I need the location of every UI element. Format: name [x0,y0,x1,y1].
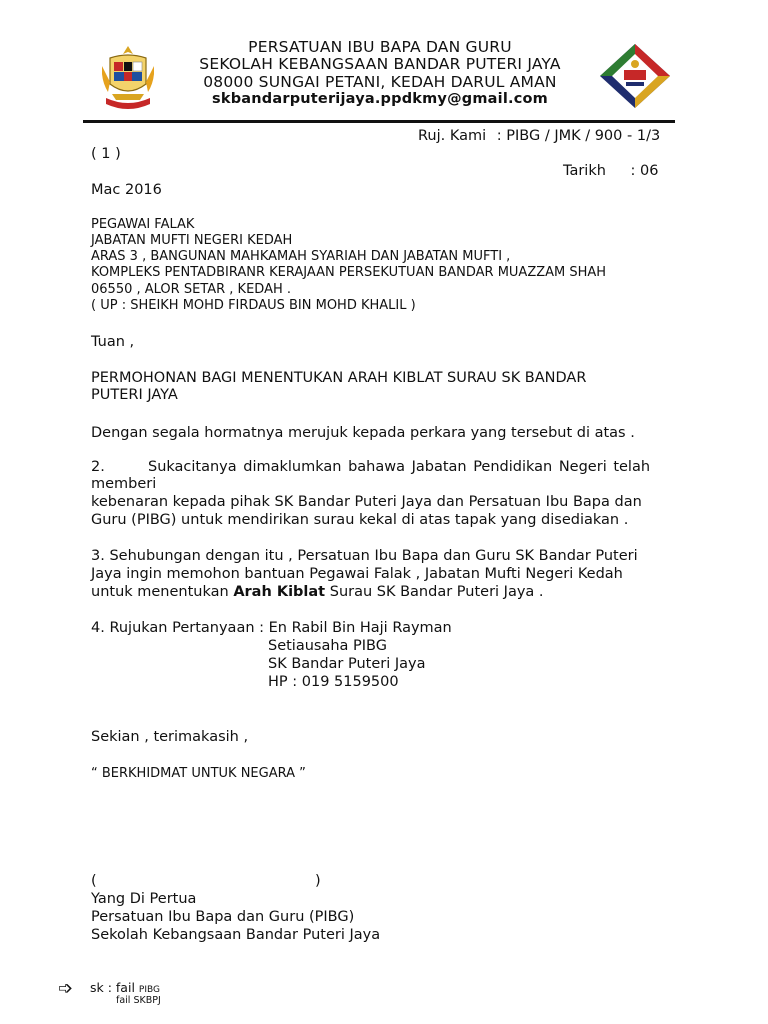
motto: “ BERKHIDMAT UNTUK NEGARA ” [91,766,306,781]
tarikh-value: : 06 [630,163,659,179]
header-divider [83,120,675,123]
school-badge-icon [598,42,672,110]
paragraph-2-line-1: Sukacitanya dimaklumkan bahawa Jabatan Pendidikan Negeri telah [148,459,651,475]
tarikh-label: Tarikh [563,163,606,179]
paragraph-3-line-2: Jaya ingin memohon bantuan Pegawai Falak , Jabatan Mufti Negeri Kedah [91,566,623,582]
closing: Sekian , terimakasih , [91,729,249,745]
paragraph-3-line-3 [91,584,544,602]
contact-role: Setiausaha PIBG [268,638,387,654]
date-line [563,163,658,181]
paragraph-3-post: Surau SK Bandar Puteri Jaya . [325,584,544,600]
paragraph-3-pre: untuk menentukan [91,584,234,600]
signature-org-2: Sekolah Kebangsaan Bandar Puteri Jaya [91,927,381,943]
contact-phone: HP : 019 5159500 [268,674,399,690]
subject-line-2: PUTERI JAYA [91,387,178,403]
salutation: Tuan , [91,334,135,350]
paragraph-4-line-1: 4. Rujukan Pertanyaan : En Rabil Bin Haji Rayman [91,620,452,636]
recipient-line: ( UP : SHEIKH MOHD FIRDAUS BIN MOHD KHALIL ) [91,298,416,313]
paragraph-2-line-2: memberi [91,476,157,492]
arah-kiblat-emphasis: Arah Kiblat [233,584,326,600]
contact-school: SK Bandar Puteri Jaya [268,656,426,672]
paragraph-1: Dengan segala hormatnya merujuk kepada perkara yang tersebut di atas . [91,425,635,441]
cc-item-2: fail SKBPJ [116,995,161,1006]
letterhead-email: skbandarputerijaya.ppdkmy@gmail.com [212,91,548,107]
recipient-line: KOMPLEKS PENTADBIRANR KERAJAAN PERSEKUTUAN BANDAR MUAZZAM SHAH [91,265,607,280]
date-continuation: Mac 2016 [91,182,162,198]
cc-label: sk : fail [90,980,135,995]
malaysia-coat-of-arms-icon [100,44,156,114]
letterhead-line-1: PERSATUAN IBU BAPA DAN GURU [248,38,512,56]
recipient-line: 06550 , ALOR SETAR , KEDAH . [91,282,291,297]
signature-open-paren: ( [91,873,97,889]
paragraph-3-line-1: 3. Sehubungan dengan itu , Persatuan Ibu Bapa dan Guru SK Bandar Puteri [91,548,638,564]
signature-org-1: Persatuan Ibu Bapa dan Guru (PIBG) [91,909,355,925]
paragraph-2-line-3: kebenaran kepada pihak SK Bandar Puteri Jaya dan Persatuan Ibu Bapa dan [91,494,642,510]
reference-line [418,128,660,146]
letterhead-line-2: SEKOLAH KEBANGSAAN BANDAR PUTERI JAYA [199,55,561,73]
paragraph-2-number: 2. [91,459,105,475]
arrow-icon: ➩ [58,978,74,999]
subject-line-1: PERMOHONAN BAGI MENENTUKAN ARAH KIBLAT SURAU SK BANDAR [91,370,587,386]
cc-line-1 [90,980,160,995]
letterhead-line-3: 08000 SUNGAI PETANI, KEDAH DARUL AMAN [203,73,557,91]
recipient-line: ARAS 3 , BANGUNAN MAHKAMAH SYARIAH DAN JABATAN MUFTI , [91,249,511,264]
recipient-line: JABATAN MUFTI NEGERI KEDAH [91,233,293,248]
cc-item-1: PIBG [138,985,160,995]
ruj-value: : PIBG / JMK / 900 - 1/3 [496,128,661,144]
signature-title: Yang Di Pertua [91,891,197,907]
paragraph-2-line-4: Guru (PIBG) untuk mendirikan surau kekal di atas tapak yang disediakan . [91,512,629,528]
ruj-label: Ruj. Kami [418,128,487,144]
ruj-continuation: ( 1 ) [91,146,121,162]
signature-close-paren: ) [315,873,321,889]
recipient-line: PEGAWAI FALAK [91,217,195,232]
